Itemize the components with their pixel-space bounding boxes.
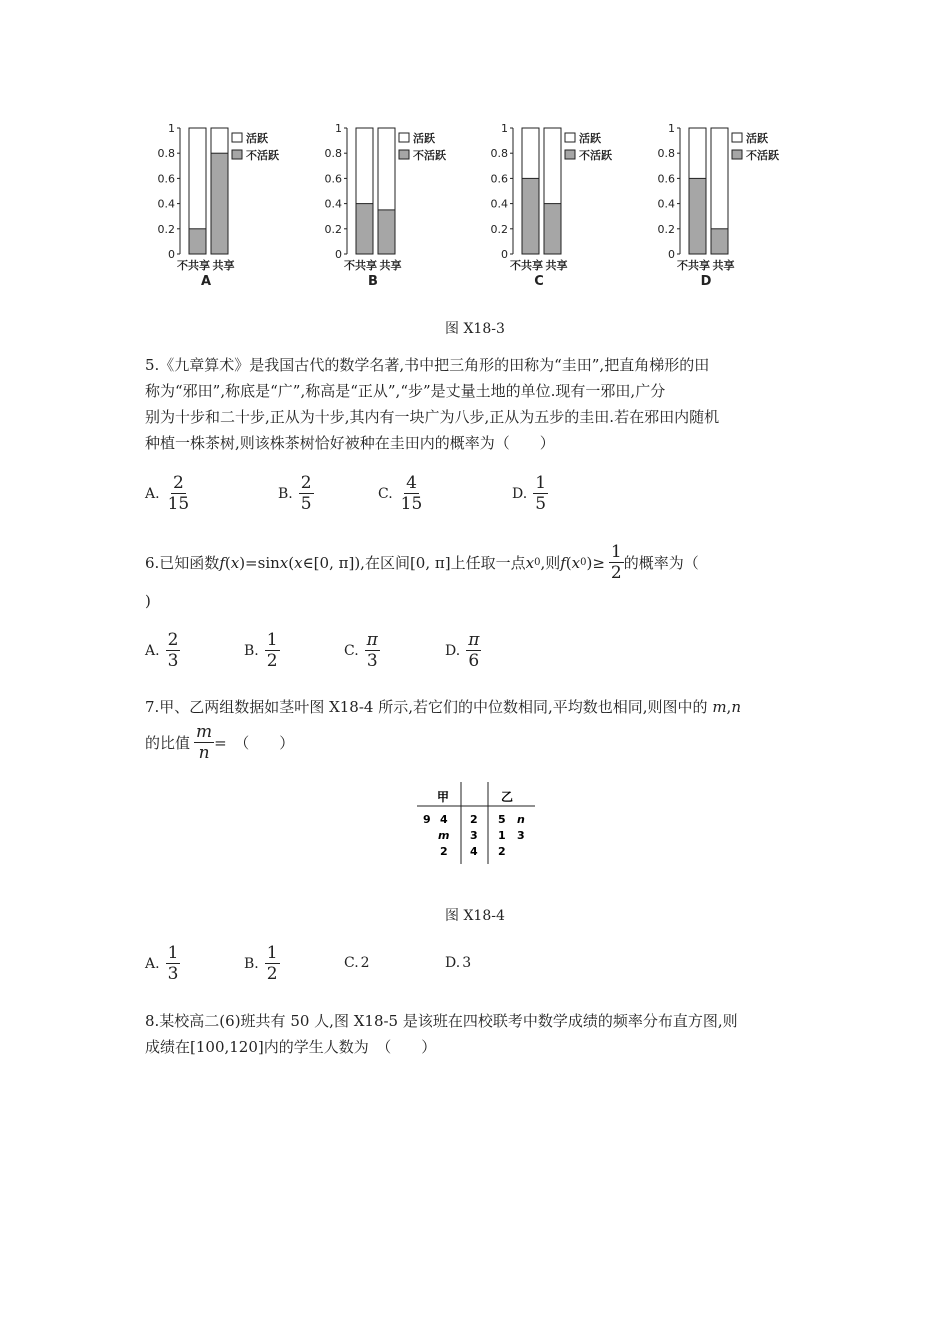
figure-x18-4-caption: 图 X18-4 (445, 908, 505, 924)
q6-option-c[interactable]: C. $\frac{\pi}{3}$ (344, 630, 378, 671)
y-tick-label: 0.2 (324, 222, 342, 236)
legend-swatch-active (565, 133, 575, 142)
q6-option-a[interactable]: A. $\frac{2}{3}$ (145, 630, 179, 671)
bar-inactive (711, 229, 728, 254)
legend-swatch-inactive (565, 150, 575, 159)
panel-label: D (700, 274, 712, 289)
x-tick-label: 共享 (379, 259, 402, 272)
q5-option-a[interactable] (145, 473, 191, 514)
y-tick-label: 0.6 (490, 172, 508, 186)
leaf-right: 1 (498, 829, 506, 842)
option-label: C. (378, 485, 393, 502)
figure-x18-3 (150, 115, 830, 295)
figure-x18-3-caption: 图 X18-3 (445, 321, 505, 337)
leaf-left: m (438, 829, 450, 842)
legend-swatch-inactive (399, 150, 409, 159)
option-label: B. (278, 485, 293, 502)
bar-inactive (544, 204, 561, 254)
y-tick-label: 0.8 (657, 147, 675, 161)
q5-option-d[interactable] (512, 473, 548, 514)
leaf-right: 5 (498, 813, 506, 826)
leaf-right: n (517, 813, 525, 826)
y-tick-label: 0 (501, 248, 508, 261)
y-tick-label: 0.8 (157, 147, 175, 161)
question-5-line: 5.《九章算术》是我国古代的数学名著,书中把三角形的田称为“圭田”,把直角梯形的田 (145, 356, 710, 374)
x-tick-label: 共享 (545, 259, 568, 272)
x-tick-label: 共享 (212, 259, 235, 272)
legend-label: 不活跃 (746, 149, 779, 162)
option-fraction: $\frac{4}{15}$ (400, 473, 423, 514)
x-tick-label: 共享 (712, 259, 735, 272)
x-tick-label: 不共享 (344, 259, 377, 272)
legend-label: 活跃 (246, 132, 268, 145)
question-7-line-2: 的比值 $\frac{m}{n}$ = （ ） (145, 722, 295, 763)
q6-option-b[interactable]: B. $\frac{1}{2}$ (244, 630, 278, 671)
y-tick-label: 1 (668, 122, 675, 135)
option-fraction: $\frac{2}{15}$ (167, 473, 190, 514)
y-tick-label: 0 (168, 248, 175, 261)
q7-option-c[interactable]: C. 2 (344, 955, 370, 971)
bar-inactive (211, 153, 228, 254)
legend-swatch-active (232, 133, 242, 142)
legend-label: 不活跃 (579, 149, 612, 162)
legend-label: 活跃 (746, 132, 768, 145)
y-tick-label: 0.2 (157, 222, 175, 236)
bar-inactive (689, 178, 706, 254)
y-tick-label: 0.2 (657, 222, 675, 236)
x-tick-label: 不共享 (510, 259, 543, 272)
legend-label: 活跃 (579, 132, 601, 145)
question-8-text (145, 1008, 738, 1060)
question-5-line: 种植一株茶树,则该株茶树恰好被种在圭田内的概率为（ ） (145, 434, 555, 452)
y-tick-label: 0.4 (490, 197, 508, 211)
question-8-line: 8.某校高二(6)班共有 50 人,图 X18-5 是该班在四校联考中数学成绩的频率分布直方图,则 (145, 1012, 738, 1030)
y-tick-label: 0.4 (324, 197, 342, 211)
question-5-line: 别为十步和二十步,正从为十步,其内有一块广为八步,正从为五步的圭田.若在邪田内随机 (145, 408, 720, 426)
leaf-left: 9 (423, 813, 431, 826)
leaf-left: 4 (440, 813, 448, 826)
y-tick-label: 0 (335, 248, 342, 261)
panel-label: C (534, 274, 544, 289)
panel-label: B (368, 274, 378, 289)
bar-inactive (378, 210, 395, 254)
question-5-line: 称为“邪田”,称底是“广”,称高是“正从”,“步”是丈量土地的单位.现有一邪田,广分 (145, 382, 666, 400)
legend-label: 不活跃 (413, 149, 446, 162)
y-tick-label: 0.6 (324, 172, 342, 186)
question-7-line-1: 7.甲、乙两组数据如茎叶图 X18-4 所示,若它们的中位数相同,平均数也相同,则图中的 m,n (145, 698, 741, 716)
header-jia: 甲 (437, 790, 450, 804)
y-tick-label: 0.8 (490, 147, 508, 161)
legend-swatch-active (399, 133, 409, 142)
bar-inactive (189, 229, 206, 254)
legend-swatch-inactive (232, 150, 242, 159)
x-tick-label: 不共享 (177, 259, 210, 272)
q6-option-d[interactable]: D. $\frac{\pi}{6}$ (445, 630, 480, 671)
leaf-right: 2 (498, 845, 506, 858)
question-6-line-2: ) (145, 592, 151, 610)
y-tick-label: 0 (668, 248, 675, 261)
y-tick-label: 0.4 (657, 197, 675, 211)
q6-fraction: $\frac{1}{2}$ (610, 542, 622, 583)
q5-option-c[interactable] (378, 473, 424, 514)
bar-inactive (522, 178, 539, 254)
option-fraction: $\frac{1}{5}$ (535, 473, 547, 514)
header-yi: 乙 (501, 790, 514, 804)
question-6-text: 6.已知函数 f ( x )=sin x ( x ∈[0, π]),在区间[0, π]上任取一点 x 0 ,则 f ( x 0 )≥ $\frac{1}{2}$ 的概率为（ (145, 542, 699, 583)
stem: 3 (470, 829, 478, 842)
y-tick-label: 0.8 (324, 147, 342, 161)
y-tick-label: 1 (168, 122, 175, 135)
legend-swatch-active (732, 133, 742, 142)
question-5-text (145, 352, 719, 456)
y-tick-label: 0.6 (657, 172, 675, 186)
stem: 2 (470, 813, 478, 826)
q7-option-d[interactable]: D. 3 (445, 955, 472, 971)
y-tick-label: 1 (335, 122, 342, 135)
q7-option-b[interactable]: B. $\frac{1}{2}$ (244, 943, 278, 984)
legend-label: 不活跃 (246, 149, 279, 162)
x-tick-label: 不共享 (677, 259, 710, 272)
y-tick-label: 0.6 (157, 172, 175, 186)
q7-option-a[interactable]: A. $\frac{1}{3}$ (145, 943, 179, 984)
y-tick-label: 0.2 (490, 222, 508, 236)
q7-fraction: $\frac{m}{n}$ (196, 722, 213, 763)
y-tick-label: 1 (501, 122, 508, 135)
question-8-line: 成绩在[100,120]内的学生人数为 （ ） (145, 1038, 437, 1056)
y-tick-label: 0.4 (157, 197, 175, 211)
leaf-left: 2 (440, 845, 448, 858)
legend-label: 活跃 (413, 132, 435, 145)
leaf-right: 3 (517, 829, 525, 842)
legend-swatch-inactive (732, 150, 742, 159)
option-label: A. (145, 485, 160, 502)
panel-label: A (200, 274, 212, 289)
q5-option-b[interactable] (278, 473, 314, 514)
option-label: D. (512, 485, 528, 502)
option-fraction: $\frac{2}{5}$ (300, 473, 312, 514)
bar-inactive (356, 204, 373, 254)
stem-leaf-plot (415, 780, 540, 870)
stem: 4 (470, 845, 478, 858)
